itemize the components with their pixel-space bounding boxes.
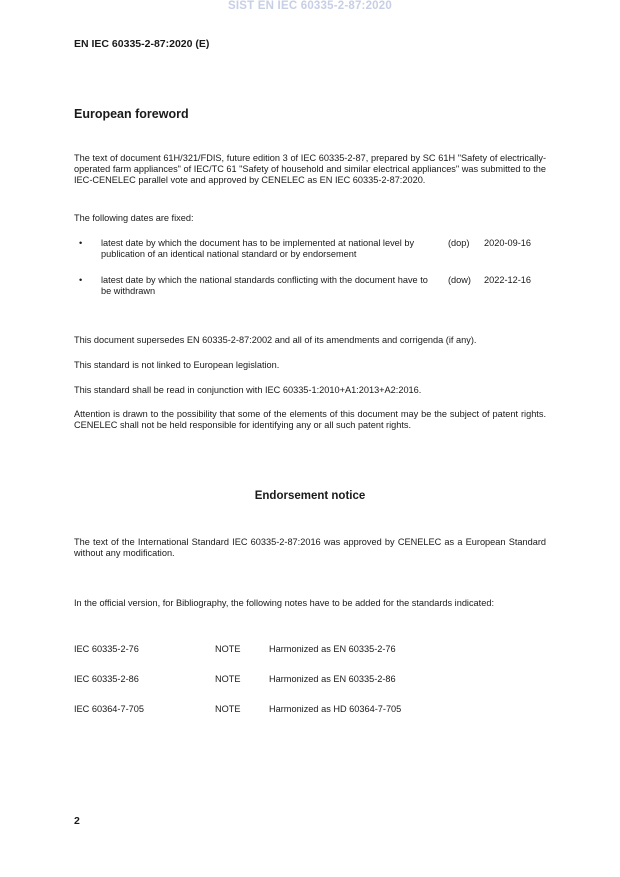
bibliography-note-row — [74, 644, 546, 656]
conjunction-paragraph: This standard shall be read in conjunction with IEC 60335-1:2010+A1:2013+A2:2016. — [74, 385, 422, 395]
date-code: (dow) — [448, 275, 471, 285]
bullet-icon: • — [79, 275, 83, 285]
date-value: 2022-12-16 — [484, 275, 531, 285]
date-description: latest date by which the document has to be implemented at national level by publication of an identical national standard or by endorsement — [101, 238, 415, 259]
note-label: NOTE — [215, 704, 241, 714]
foreword-title: European foreword — [74, 107, 189, 121]
foreword-intro-paragraph: The text of document 61H/321/FDIS, future edition 3 of IEC 60335-2-87, prepared by SC 61H "Safety of electrically-operated farm appliances" of IEC/TC 61 "Safety of household and similar electrical appliances" was submitted to the IEC-CENELEC parallel vote and approved by CENELEC as EN IEC 60335-2-87:2020. — [74, 153, 546, 185]
watermark: SIST EN IEC 60335-2-87:2020 — [228, 0, 392, 12]
note-text: Harmonized as EN 60335-2-86 — [269, 674, 396, 684]
endorsement-paragraph: The text of the International Standard IEC 60335-2-87:2016 was approved by CENELEC as a European Standard without any modification. — [74, 537, 546, 558]
bullet-icon: • — [79, 238, 83, 248]
note-text: Harmonized as HD 60364-7-705 — [269, 704, 402, 714]
date-description: latest date by which the national standards conflicting with the document have to be withdrawn — [101, 275, 428, 296]
note-standard: IEC 60364-7-705 — [74, 704, 144, 714]
supersedes-paragraph: This document supersedes EN 60335-2-87:2002 and all of its amendments and corrigenda (if any). — [74, 335, 477, 345]
note-standard: IEC 60335-2-76 — [74, 644, 139, 654]
date-code: (dop) — [448, 238, 470, 248]
note-label: NOTE — [215, 644, 241, 654]
document-id-header: EN IEC 60335-2-87:2020 (E) — [74, 38, 210, 50]
dates-intro: The following dates are fixed: — [74, 213, 194, 223]
note-text: Harmonized as EN 60335-2-76 — [269, 644, 396, 654]
endorsement-title: Endorsement notice — [254, 490, 366, 502]
date-value: 2020-09-16 — [484, 238, 531, 248]
bibliography-intro: In the official version, for Bibliography, the following notes have to be added for the standards indicated: — [74, 598, 494, 608]
legislation-paragraph: This standard is not linked to European legislation. — [74, 360, 280, 370]
note-standard: IEC 60335-2-86 — [74, 674, 139, 684]
page-number: 2 — [74, 815, 80, 827]
note-label: NOTE — [215, 674, 241, 684]
date-item-dow — [74, 275, 546, 299]
date-item-dop — [74, 238, 546, 262]
bibliography-note-row — [74, 704, 546, 716]
patent-paragraph: Attention is drawn to the possibility that some of the elements of this document may be the subject of patent rights. CENELEC shall not be held responsible for identifying any or all such patent rights. — [74, 409, 546, 430]
bibliography-note-row — [74, 674, 546, 686]
